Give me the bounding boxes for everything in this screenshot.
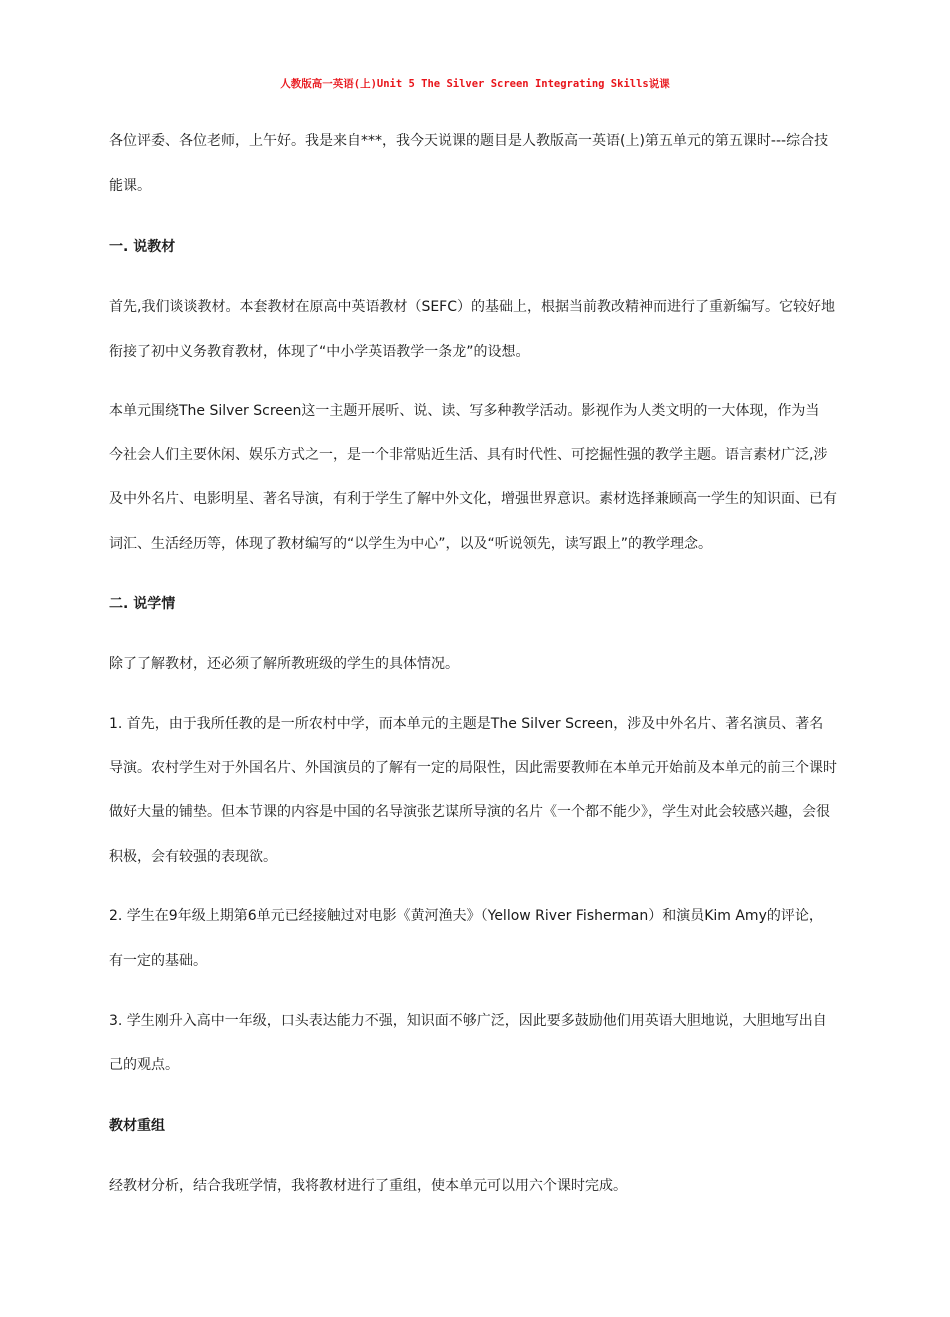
intro-line-2: 能课。 [109, 178, 151, 194]
section-heading-textbook: 一. 说教材 [109, 239, 176, 255]
paragraph-line: 词汇、生活经历等，体现了教材编写的“以学生为中心”，以及“听说领先，读写跟上”的教学理念。 [109, 536, 713, 552]
list-item-line: 己的观点。 [109, 1057, 179, 1073]
list-item-line: 1. 首先，由于我所任教的是一所农村中学，而本单元的主题是The Silver Screen，涉及中外名片、著名演员、著名 [109, 716, 824, 732]
paragraph-line: 除了了解教材，还必须了解所教班级的学生的具体情况。 [109, 656, 459, 672]
section-heading-students: 二. 说学情 [109, 596, 176, 612]
paragraph-line: 及中外名片、电影明星、著名导演，有利于学生了解中外文化，增强世界意识。素材选择兼顾高一学生的知识面、已有 [109, 491, 837, 507]
paragraph-line: 今社会人们主要休闲、娱乐方式之一，是一个非常贴近生活、具有时代性、可挖掘性强的教学主题。语言素材广泛,涉 [109, 447, 828, 463]
paragraph-line: 衔接了初中义务教育教材，体现了“中小学英语教学一条龙”的设想。 [109, 344, 530, 360]
paragraph-line: 本单元围绕The Silver Screen这一主题开展听、说、读、写多种教学活动。影视作为人类文明的一大体现，作为当 [109, 403, 820, 419]
paragraph-line: 首先,我们谈谈教材。本套教材在原高中英语教材（SEFC）的基础上，根据当前教改精神而进行了重新编写。它较好地 [109, 299, 836, 315]
list-item-line: 导演。农村学生对于外国名片、外国演员的了解有一定的局限性，因此需要教师在本单元开始前及本单元的前三个课时 [109, 760, 837, 776]
list-item-line: 有一定的基础。 [109, 953, 207, 969]
list-item-line: 积极，会有较强的表现欲。 [109, 849, 277, 865]
list-item-line: 做好大量的铺垫。但本节课的内容是中国的名导演张艺谋所导演的名片《一个都不能少》，学生对此会较感兴趣，会很 [109, 804, 830, 820]
section-heading-regroup: 教材重组 [109, 1118, 165, 1134]
document-title: 人教版高一英语(上)Unit 5 The Silver Screen Integrating Skills说课 [280, 78, 670, 90]
paragraph-line: 经教材分析，结合我班学情，我将教材进行了重组，使本单元可以用六个课时完成。 [109, 1178, 627, 1194]
list-item-line: 3. 学生刚升入高中一年级，口头表达能力不强，知识面不够广泛，因此要多鼓励他们用英语大胆地说，大胆地写出自 [109, 1013, 827, 1029]
intro-line-1: 各位评委、各位老师，上午好。我是来自***，我今天说课的题目是人教版高一英语(上)第五单元的第五课时---综合技 [109, 133, 829, 149]
list-item-line: 2. 学生在9年级上期第6单元已经接触过对电影《黄河渔夫》（Yellow River Fisherman）和演员Kim Amy的评论， [109, 908, 823, 924]
